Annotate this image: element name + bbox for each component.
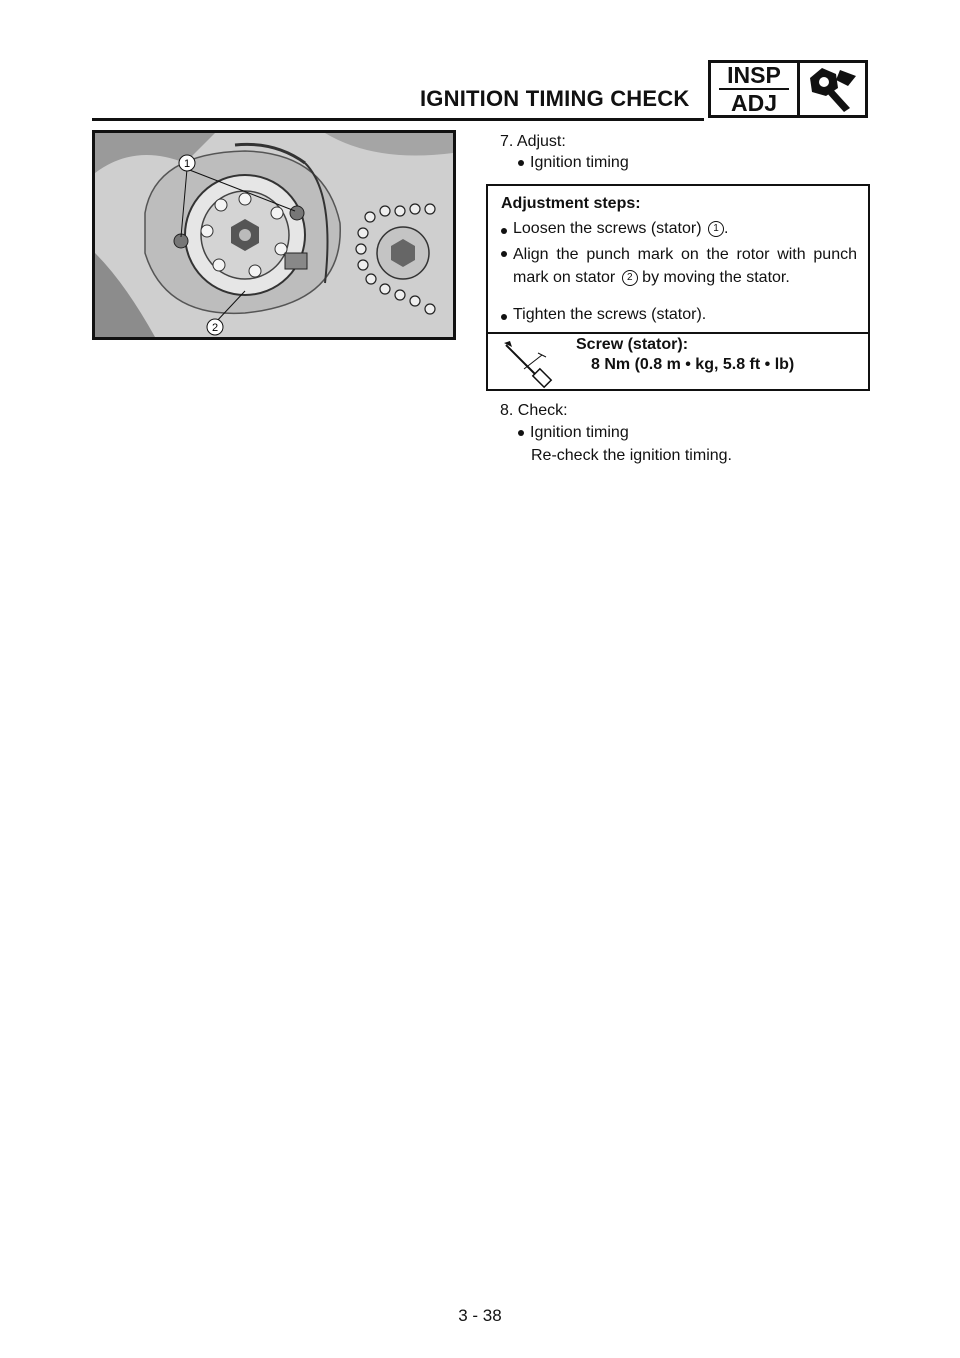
adj-step-1: Loosen the screws (stator) 1 . bbox=[501, 220, 728, 238]
step-8-label: 8. Check: bbox=[500, 402, 568, 419]
ref-2-badge: 2 bbox=[622, 270, 638, 286]
bullet-icon bbox=[501, 228, 507, 234]
callout-1: 1 bbox=[183, 158, 191, 170]
adjustment-steps bbox=[488, 186, 868, 334]
page-number: 3 - 38 bbox=[458, 1306, 502, 1325]
ref-1-badge: 1 bbox=[708, 221, 724, 237]
step-7-item-text: Ignition timing bbox=[530, 154, 629, 171]
bullet-icon bbox=[501, 251, 507, 257]
bullet-icon bbox=[518, 430, 524, 436]
adj-step-2 bbox=[501, 243, 857, 289]
step-7-label: 7. Adjust: bbox=[500, 133, 566, 150]
adjustment-box bbox=[486, 184, 870, 391]
adj-step-1-text: Loosen the screws (stator) bbox=[513, 220, 702, 237]
torque-label: Screw (stator): bbox=[576, 336, 689, 353]
adj-step-3 bbox=[501, 306, 706, 324]
step-8-item-text: Ignition timing bbox=[530, 424, 629, 441]
page-title: IGNITION TIMING CHECK bbox=[420, 86, 690, 111]
bullet-icon bbox=[501, 314, 507, 320]
torque-value: 8 Nm (0.8 m • kg, 5.8 ft • lb) bbox=[591, 356, 795, 373]
adj-step-3-text: Tighten the screws (stator). bbox=[513, 306, 707, 323]
badge-bottom-text: ADJ bbox=[730, 90, 777, 116]
header-rule bbox=[92, 118, 704, 121]
torque-spec bbox=[488, 333, 868, 389]
step-8-item bbox=[518, 424, 629, 442]
adj-step-2-cont: by moving the stator. bbox=[642, 269, 790, 286]
step-7-item bbox=[518, 154, 629, 172]
badge-top-text: INSP bbox=[727, 62, 781, 88]
stator-photo bbox=[92, 130, 456, 340]
callout-2: 2 bbox=[211, 322, 219, 334]
step-8-note: Re-check the ignition timing. bbox=[531, 447, 732, 464]
torque-wrench-icon bbox=[502, 339, 558, 391]
badge-text bbox=[711, 63, 800, 115]
adj-step-2-text: Align the punch mark on the rotor with punch mark on stator bbox=[513, 246, 857, 286]
section-badge bbox=[708, 60, 868, 118]
bullet-icon bbox=[518, 160, 524, 166]
adjustment-title: Adjustment steps: bbox=[501, 195, 641, 212]
wrench-nut-icon bbox=[797, 63, 865, 115]
